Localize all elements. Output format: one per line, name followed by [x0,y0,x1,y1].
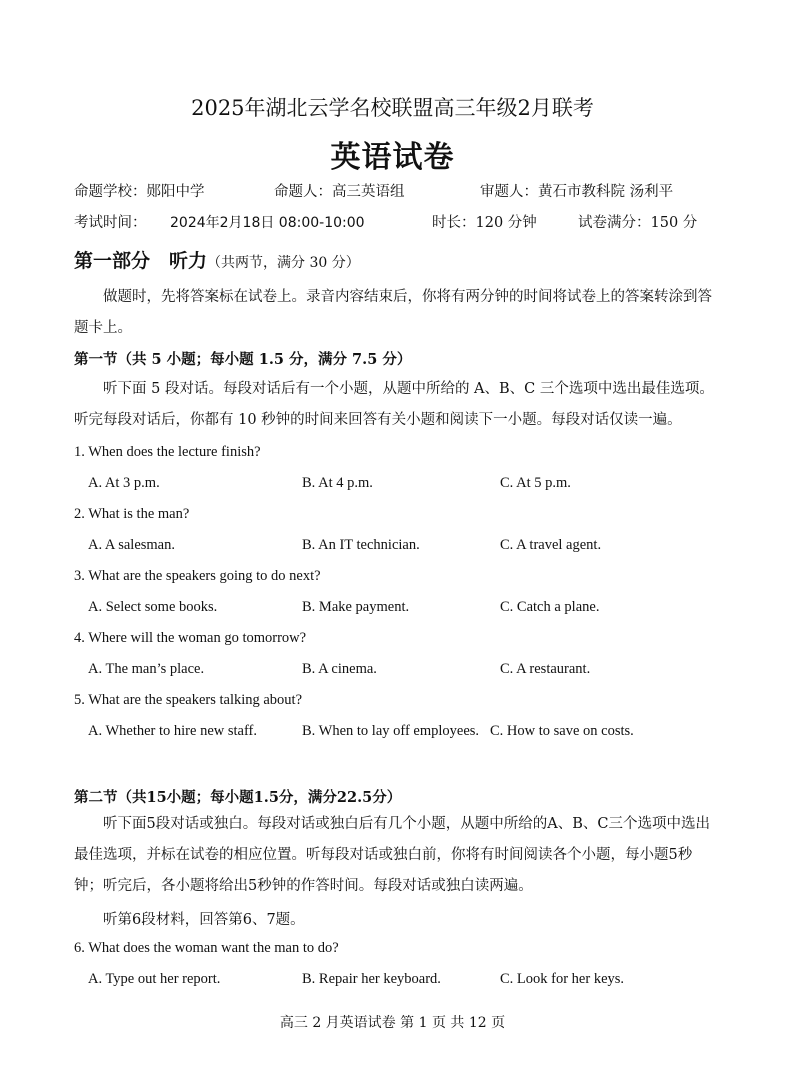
meta-reviewer: 审题人：黄石市教科院 汤利平 [480,184,674,200]
exam-title: 2025年湖北云学名校联盟高三年级2月联考 [191,96,594,120]
q6-option-a: A. Type out her report. [88,971,221,987]
question-3: 3. What are the speakers going to do next? [74,568,321,584]
section1-instructions: 听下面 5 段对话。每段对话后有一个小题，从题中所给的 A、B、C 三个选项中选出最佳选项。听完每段对话后，你都有 10 秒钟的时间来回答有关小题和阅读下一小题。每段对话仅读一遍。 [74,381,714,428]
part1-title: 第一部分 听力 [74,250,208,272]
q2-option-b: B. An IT technician. [302,537,420,553]
page-footer: 高三 2 月英语试卷 第 1 页 共 12 页 [279,1015,506,1031]
meta-school: 命题学校：郧阳中学 [74,184,205,200]
meta-duration: 时长：120 分钟 [432,215,537,231]
question-4: 4. Where will the woman go tomorrow? [74,630,307,646]
q2-option-c: C. A travel agent. [500,537,602,553]
part1-intro: 做题时，先将答案标在试卷上。录音内容结束后，你将有两分钟的时间将试卷上的答案转涂到答题卡上。 [74,289,712,336]
meta-full-score: 试卷满分：150 分 [578,215,698,231]
q1-option-b: B. At 4 p.m. [302,475,373,491]
part1-note: （共两节，满分 30 分） [207,255,360,271]
meta-time-label: 考试时间： [74,215,147,231]
q6-option-b: B. Repair her keyboard. [302,971,441,987]
q5-option-c: C. How to save on costs. [490,723,634,739]
meta-time-value: 2024年2月18日 08:00-10:00 [170,215,365,231]
q5-option-b: B. When to lay off employees. [302,723,480,739]
question-2: 2. What is the man? [74,506,190,522]
part1-heading [74,246,360,273]
q4-option-a: A. The man’s place. [88,661,205,677]
q4-option-b: B. A cinema. [302,661,377,677]
q3-option-b: B. Make payment. [302,599,410,615]
q4-option-c: C. A restaurant. [500,661,591,677]
q5-option-a: A. Whether to hire new staff. [88,723,257,739]
section1-title: 第一节（共 5 小题；每小题 1.5 分，满分 7.5 分） [74,351,412,368]
section2-title: 第二节（共15小题；每小题1.5分，满分22.5分） [74,789,402,806]
exam-subject-title: 英语试卷 [330,140,455,175]
section2-instructions: 听下面5段对话或独白。每段对话或独白后有几个小题，从题中所给的A、B、C三个选项中选出最佳选项，并标在试卷的相应位置。听每段对话或独白前，你将有时间阅读各个小题，每小题5秒钟；听完后，各小题将给出5秒钟的作答时间。每段对话或独白读两遍。 [74,816,710,894]
q1-option-c: C. At 5 p.m. [500,475,571,491]
question-1: 1. When does the lecture finish? [74,444,261,460]
question-5: 5. What are the speakers talking about? [74,692,303,708]
q3-option-a: A. Select some books. [88,599,218,615]
q1-option-a: A. At 3 p.m. [88,475,160,491]
question-6: 6. What does the woman want the man to do? [74,940,339,956]
q3-option-c: C. Catch a plane. [500,599,600,615]
q2-option-a: A. A salesman. [88,537,175,553]
meta-author: 命题人：高三英语组 [274,184,405,200]
material-note: 听第6段材料，回答第6、7题。 [103,912,305,928]
q6-option-c: C. Look for her keys. [500,971,625,987]
